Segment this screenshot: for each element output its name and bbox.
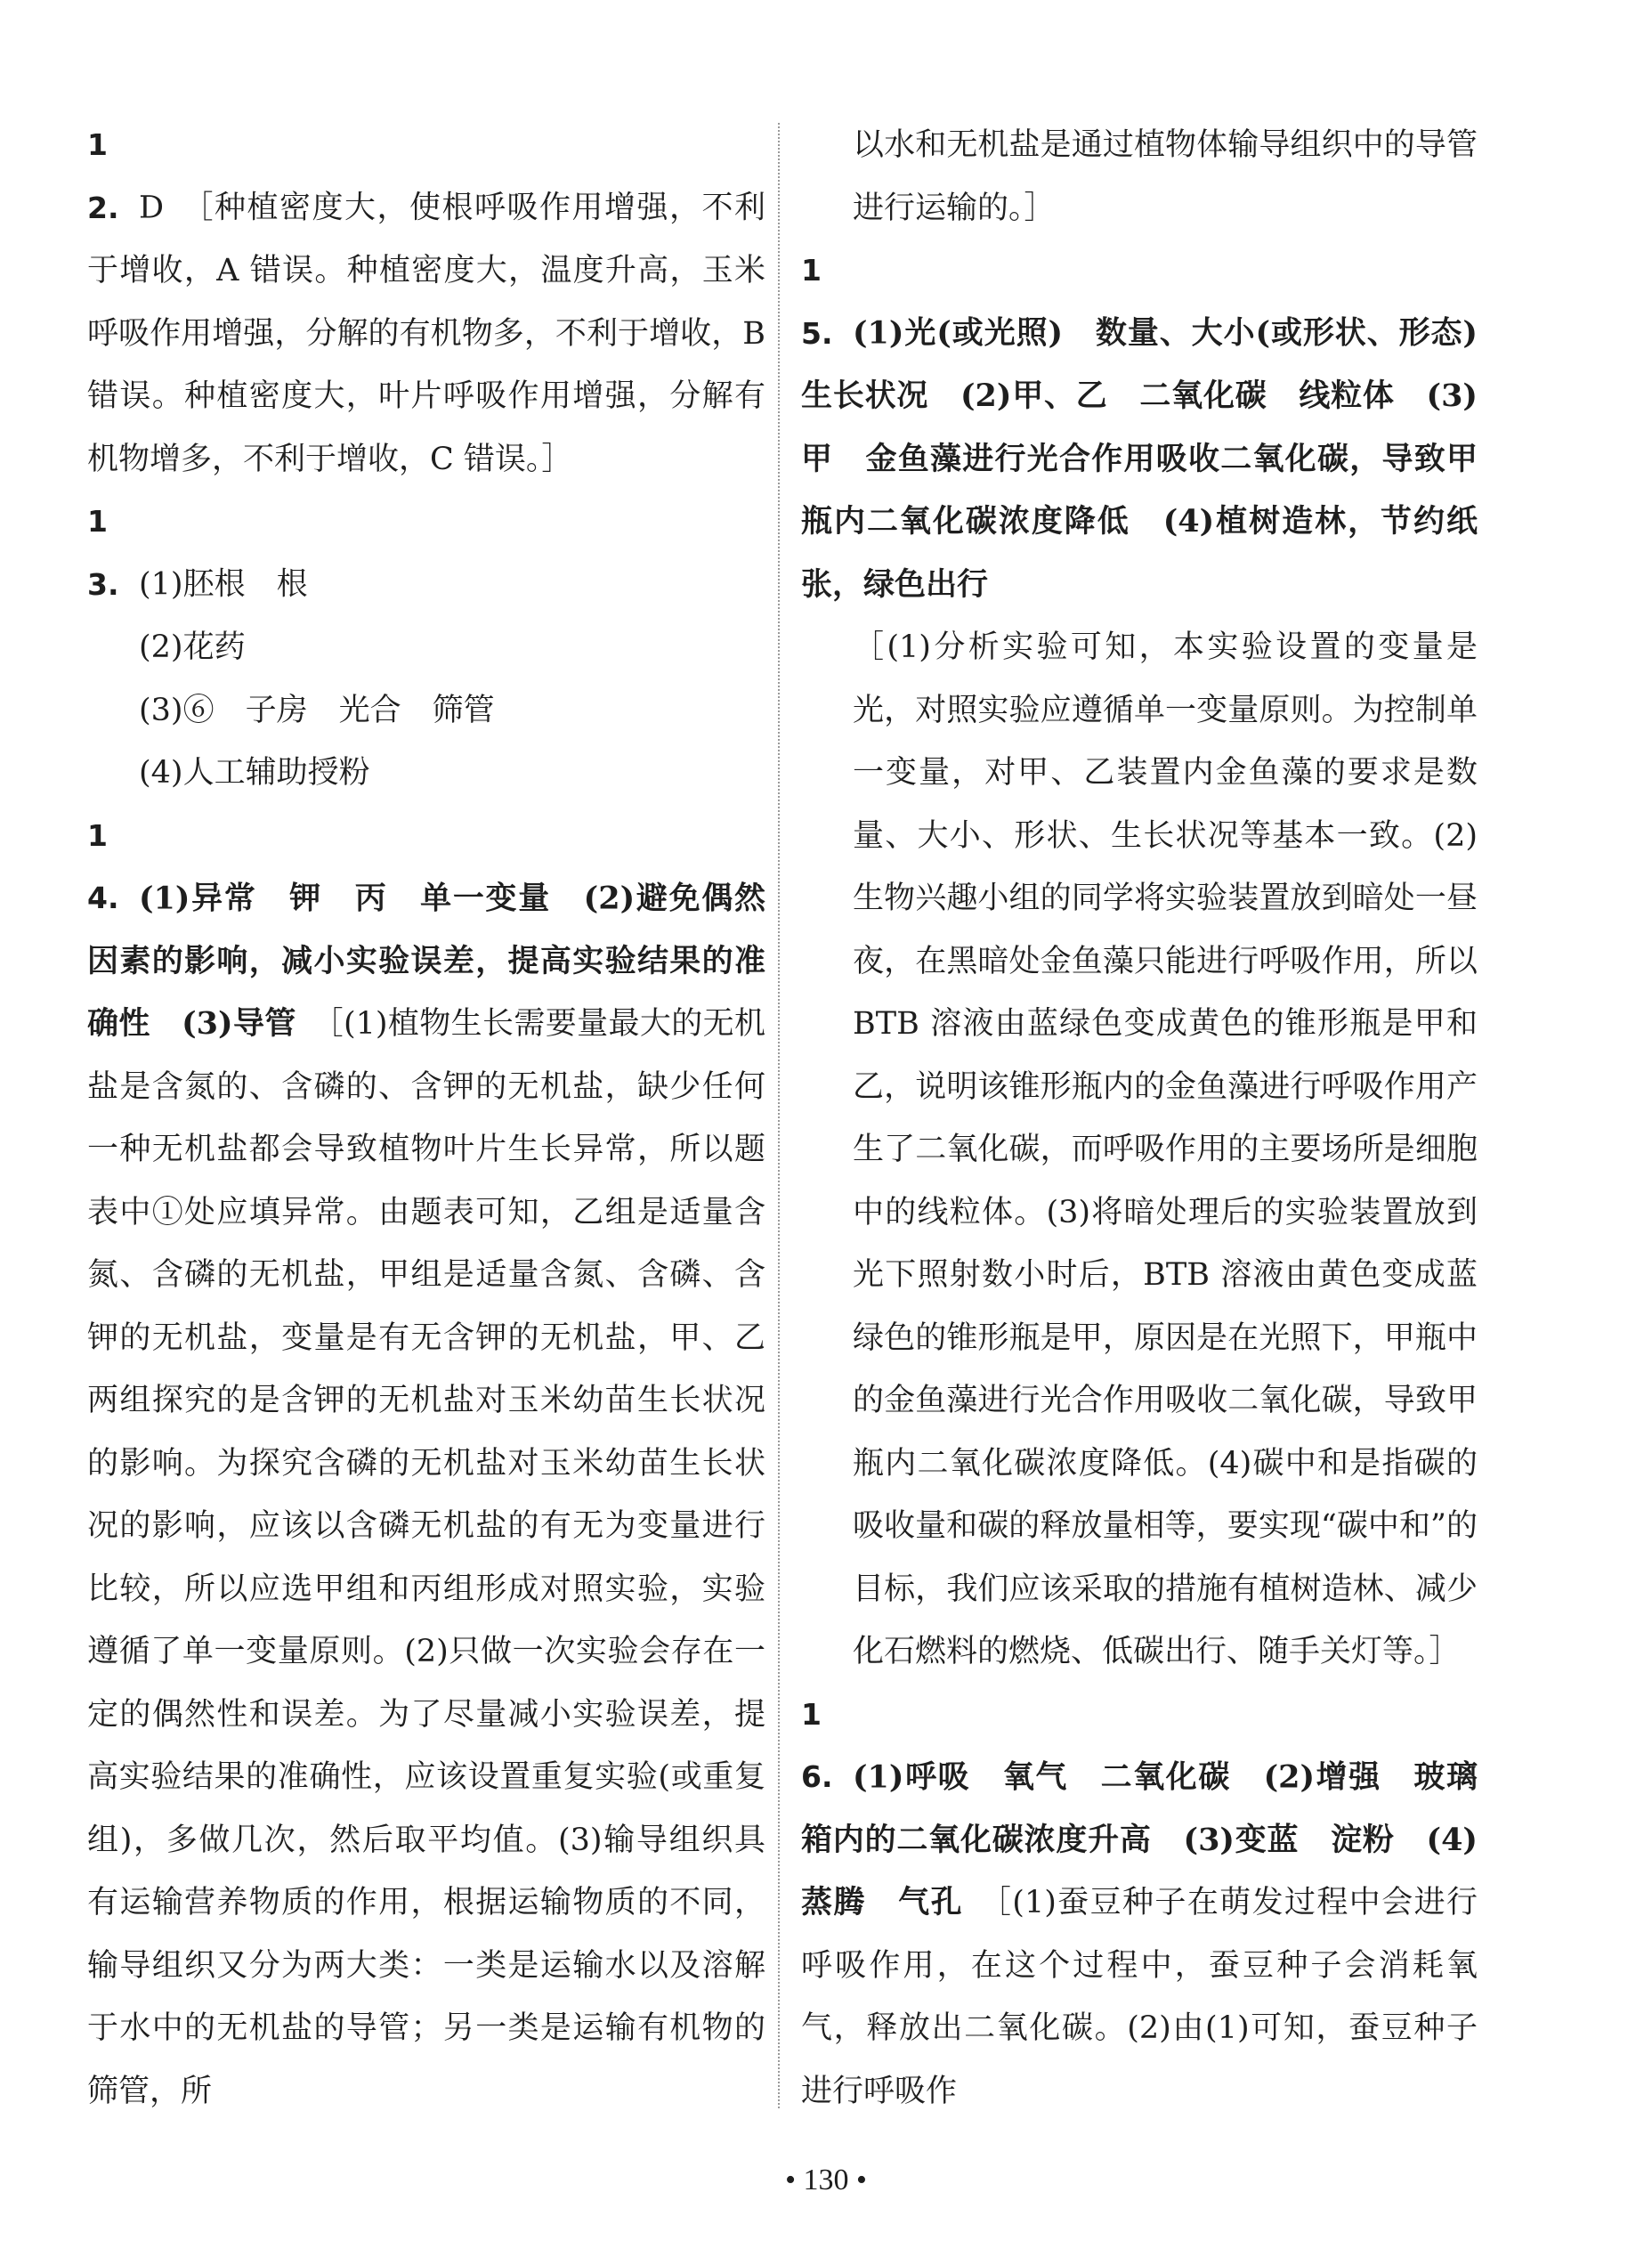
page-number: • 130 •: [785, 2164, 867, 2196]
question-16: [801, 1684, 1478, 2123]
question-14-answer: (1)异常 钾 丙 单一变量 (2)避免偶然因素的影响，减小实验误差，提高实验结果的准确性 (3)导管: [87, 880, 765, 1042]
question-13-number: 13.: [87, 504, 119, 602]
question-14-number: 14.: [87, 817, 119, 915]
question-12-number: 12.: [87, 127, 119, 225]
question-15-number: 15.: [801, 253, 833, 351]
question-16-number: 16.: [801, 1696, 833, 1794]
question-15-answer: (1)光(或光照) 数量、大小(或形状、形态) 生长状况 (2)甲、乙 二氧化碳 线粒体 (3)甲 金鱼藻进行光合作用吸收二氧化碳，导致甲瓶内二氧化碳浓度降低 (4)植树造林，节约纸张，绿色出行: [801, 314, 1510, 603]
question-15-explanation: ［(1)分析实验可知，本实验设置的变量是光，对照实验应遵循单一变量原则。为控制单一变量，对甲、乙装置内金鱼藻的要求是数量、大小、形状、生长状况等基本一致。(2)生物兴趣小组的同学将实验装置放到暗处一昼夜，在黑暗处金鱼藻只能进行呼吸作用，所以 BTB 溶液由蓝绿色变成黄色的锥形瓶是甲和乙，说明该锥形瓶内的金鱼藻进行呼吸作用产生了二氧化碳，而呼吸作用的主要场所是细胞中的线粒体。(3)将暗处理后的实验装置放到光下照射数小时后，BTB 溶液由黄色变成蓝绿色的锥形瓶是甲，原因是在光照下，甲瓶中的金鱼藻进行光合作用吸收二氧化碳，导致甲瓶内二氧化碳浓度降低。(4)碳中和是指碳的吸收量和碳的释放量相等，要实现“碳中和”的目标，我们应该采取的措施有植树造林、减少化石燃料的燃烧、低碳出行、随手关灯等。］: [853, 629, 1478, 1669]
question-12-answer: D ［种植密度大，使根呼吸作用增强，不利于增收，A 错误。种植密度大，温度升高，玉米呼吸作用增强，分解的有机物多，不利于增收，B 错误。种植密度大，叶片呼吸作用增强，分解有机物增多，不利于增收，C 错误。］: [87, 190, 765, 477]
question-13-part-3: (3)⑥ 子房 光合 筛管: [139, 692, 495, 728]
question-14-explanation-continued: 以水和无机盐是通过植物体输导组织中的导管进行运输的。］: [853, 127, 1478, 226]
left-column: [87, 114, 765, 2123]
question-13-part-2: (2)花药: [139, 629, 246, 665]
question-13-part-1: (1)胚根 根: [139, 566, 308, 603]
question-12: [87, 114, 765, 491]
right-column: [801, 114, 1510, 2123]
question-15: [801, 240, 1510, 616]
question-16-explanation: ［(1)蚕豆种子在萌发过程中会进行呼吸作用，在这个过程中，蚕豆种子会消耗氧气，释放出二氧化碳。(2)由(1)可知，蚕豆种子进行呼吸作: [801, 1885, 1478, 2109]
question-13-part-4: (4)人工辅助授粉: [139, 755, 370, 791]
question-16-answer: (1)呼吸 氧气 二氧化碳 (2)增强 玻璃箱内的二氧化碳浓度升高 (3)变蓝 淀粉 (4)蒸腾 气孔: [801, 1758, 1478, 1920]
column-divider: [778, 123, 780, 2108]
question-14: [87, 805, 765, 2123]
question-14-explanation: ［(1)植物生长需要量最大的无机盐是含氮的、含磷的、含钾的无机盐，缺少任何一种无机盐都会导致植物叶片生长异常，所以题表中①处应填异常。由题表可知，乙组是适量含氮、含磷的无机盐，甲组是适量含氮、含磷、含钾的无机盐，变量是有无含钾的无机盐，甲、乙两组探究的是含钾的无机盐对玉米幼苗生长状况的影响。为探究含磷的无机盐对玉米幼苗生长状况的影响，应该以含磷无机盐的有无为变量进行比较，所以应选甲组和丙组形成对照实验，实验遵循了单一变量原则。(2)只做一次实验会存在一定的偶然性和误差。为了尽量减小实验误差，提高实验结果的准确性，应该设置重复实验(或重复组)，多做几次，然后取平均值。(3)输导组织具有运输营养物质的作用，根据运输物质的不同，输导组织又分为两大类：一类是运输水以及溶解于水中的无机盐的导管；另一类是运输有机物的筛管，所: [87, 1006, 765, 2109]
question-13: [87, 491, 765, 616]
